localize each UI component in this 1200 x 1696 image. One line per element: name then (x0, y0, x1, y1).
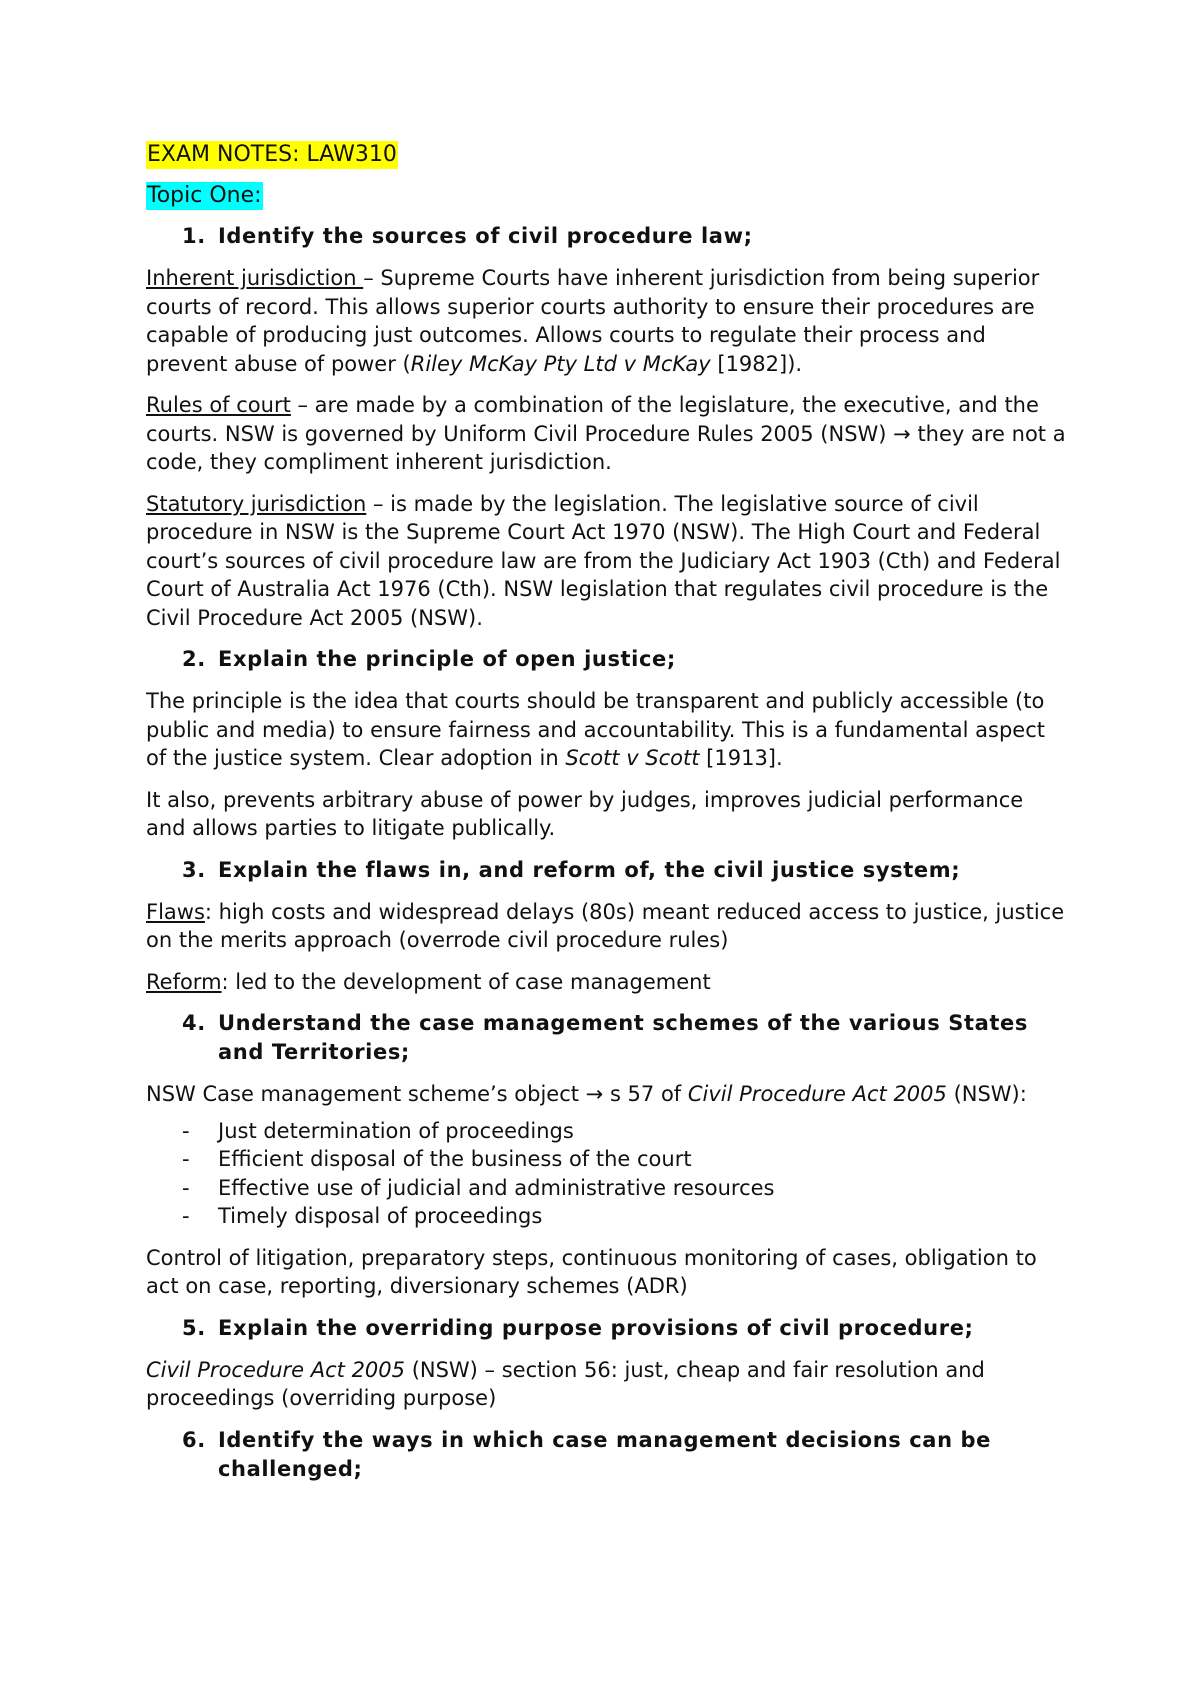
paragraph-text: (NSW): (946, 1082, 1027, 1106)
dash-bullet: - (182, 1175, 190, 1200)
section-number: 1. (182, 224, 206, 248)
flaws-paragraph (146, 898, 1066, 955)
reform-paragraph (146, 968, 1066, 997)
list-item: - Efficient disposal of the business of the court (146, 1145, 1066, 1174)
paragraph-text: NSW Case management scheme’s object → s 57 of (146, 1082, 688, 1106)
open-justice-paragraph (146, 687, 1066, 773)
section-number: 2. (182, 647, 206, 671)
section-title: Explain the principle of open justice; (218, 647, 676, 671)
paragraph-text: : high costs and widespread delays (80s) meant reduced access to justice, justice on the merits approach (overrode civil procedure rules) (146, 899, 1065, 952)
paragraph-text: – is made by the legislation. The legislative source of civil procedure in NSW is the Supreme Court Act 1970 (NSW). The High Court and Federal court’s sources of civil procedure law are from the Judiciary Act 1903 (Cth) and Federal Court of Australia Act 1976 (Cth). NSW legislation that regulates civil procedure is the Civil Procedure Act 2005 (NSW). (146, 491, 1061, 630)
section-number: 5. (182, 1315, 206, 1340)
act-name: Civil Procedure Act 2005 (146, 1357, 406, 1382)
section-6-heading (146, 1426, 1066, 1484)
objects-list (146, 1117, 1066, 1231)
statutory-jurisdiction-paragraph (146, 490, 1066, 633)
section-2-heading (146, 645, 1066, 674)
section-title: Identify the sources of civil procedure law; (218, 224, 753, 248)
paragraph-text: – are made by a combination of the legislature, the executive, and the courts. NSW is governed by Uniform Civil Procedure Rules 2005 (NSW) → they are not a code, they compliment inherent jurisdiction. (146, 393, 1066, 474)
section-3-heading (146, 856, 1066, 885)
section-4-heading (146, 1009, 1066, 1067)
paragraph-text: – Supreme Courts have inherent jurisdiction from being superior courts of record. This allows superior courts authority to ensure their procedures are capable of producing just outcomes. Allows courts to regulate their process and prevent abuse of power ( (146, 266, 1040, 376)
open-justice-paragraph-2: It also, prevents arbitrary abuse of power by judges, improves judicial performance and allows parties to litigate publically. (146, 787, 1024, 840)
dash-bullet: - (182, 1204, 190, 1228)
section-title: Explain the overriding purpose provisions of civil procedure; (218, 1315, 974, 1340)
act-name: Civil Procedure Act 2005 (687, 1082, 947, 1106)
list-item: - Timely disposal of proceedings (146, 1202, 1066, 1231)
section-title: Understand the case management schemes of the various States and Territories; (218, 1011, 1028, 1064)
term-label: Statutory jurisdiction (146, 491, 367, 516)
paragraph-text: The principle is the idea that courts should be transparent and publicly accessible (to public and media) to ensure fairness and accountability. This is a fundamental aspect of the justice system. Clear adoption in (146, 689, 1045, 770)
section-5-heading (146, 1314, 1066, 1343)
paragraph-text: : led to the development of case management (221, 969, 711, 994)
term-label: Reform (146, 969, 222, 994)
document-title: EXAM NOTES: LAW310 (147, 142, 397, 167)
case-name: Scott v Scott (565, 746, 700, 770)
section-title: Identify the ways in which case management decisions can be challenged; (218, 1427, 992, 1481)
case-management-paragraph (146, 1080, 1066, 1109)
dash-bullet: - (182, 1118, 190, 1143)
section-number: 3. (182, 857, 206, 882)
section-number: 6. (182, 1427, 206, 1452)
rules-of-court-paragraph (146, 391, 1066, 477)
list-item: - Effective use of judicial and administrative resources (146, 1174, 1066, 1203)
term-label: Inherent jurisdiction (146, 266, 364, 290)
section-title: Explain the flaws in, and reform of, the civil justice system; (218, 857, 961, 882)
case-name: Riley McKay Pty Ltd v McKay (410, 351, 711, 376)
section-number: 4. (182, 1011, 206, 1035)
overriding-purpose-paragraph (146, 1356, 1066, 1413)
topic-heading: Topic One: (147, 183, 262, 208)
list-item: - Just determination of proceedings (146, 1117, 1066, 1146)
term-label: Flaws (146, 899, 205, 924)
document-page (146, 140, 1066, 1497)
section-1-heading (146, 222, 1066, 251)
paragraph-text: [1913]. (699, 746, 783, 770)
term-label: Rules of court (146, 393, 291, 417)
inherent-jurisdiction-paragraph (146, 264, 1066, 378)
paragraph-text: (NSW) – section 56: just, cheap and fair resolution and proceedings (overriding purpose) (146, 1357, 985, 1410)
paragraph-text: [1982]). (710, 351, 803, 376)
dash-bullet: - (182, 1147, 190, 1171)
control-paragraph: Control of litigation, preparatory steps, continuous monitoring of cases, obligation to act on case, reporting, diversionary schemes (ADR) (146, 1245, 1037, 1298)
